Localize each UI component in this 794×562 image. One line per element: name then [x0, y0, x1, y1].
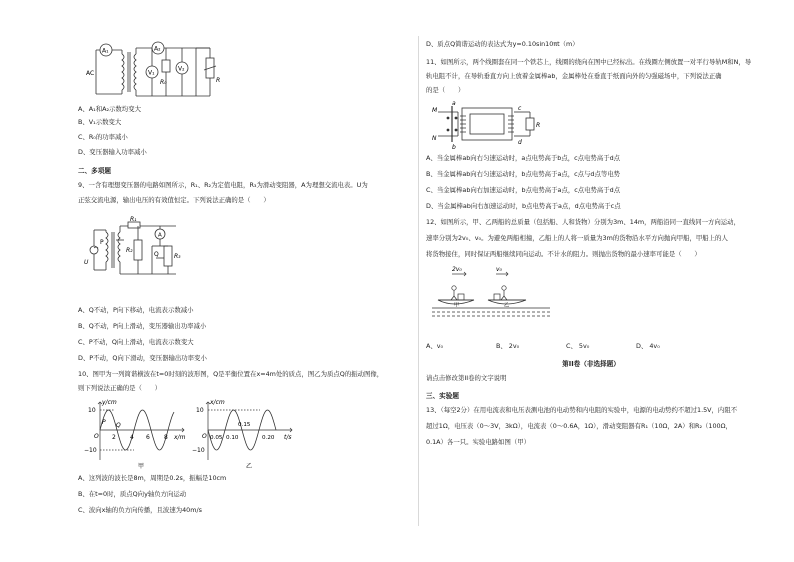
q9-circuit-figure	[84, 216, 188, 282]
t-axis-label: t/s	[284, 434, 292, 441]
q12-option-a[interactable]: A、v₀	[426, 342, 444, 350]
rod-end-b-label: b	[452, 144, 456, 151]
q8-option-d[interactable]: D、变压器输入功率减小	[78, 148, 147, 156]
source-u-label: U	[84, 259, 89, 266]
r2-label: R₂	[126, 247, 133, 254]
section-3-title: 三、实验题	[426, 392, 459, 400]
q9-option-b[interactable]: B、Q不动，P向上滑动，变压器输出功率减小	[78, 322, 207, 330]
x-tick-2: 2	[112, 434, 116, 441]
q9-option-c[interactable]: C、P不动，Q向上滑动，电流表示数变大	[78, 338, 194, 346]
q8-option-b[interactable]: B、V₁示数变大	[78, 118, 122, 126]
q10-stem-line1: 10、图甲为一列简谐横波在t=0时刻的波形图，Q是平衡位置在x=4m处的质点，图乙为质点Q的振动图像，	[78, 370, 384, 378]
voltmeter-v2-label: V₂	[178, 65, 185, 73]
q9-stem-line2: 正弦交流电源，输出电压的有效值恒定。下列说法正确的是（ ）	[78, 196, 270, 204]
transformer-circuit-figure	[86, 38, 226, 106]
ammeter-a1-label: A₁	[102, 47, 109, 55]
boat-b-label: 乙	[504, 302, 510, 309]
left-column	[78, 0, 408, 562]
y-max-label: 10	[196, 407, 204, 414]
origin-label: O	[94, 433, 99, 440]
ammeter-a2-label: A₂	[154, 45, 161, 53]
section-2-title: 二、多项题	[78, 167, 111, 175]
x-axis-label: x/m	[174, 434, 186, 441]
part-2-title: 第II卷（非选择题）	[562, 360, 620, 368]
x-cm-axis-label: x/cm	[210, 399, 225, 406]
q9-option-a[interactable]: A、Q不动，P向下移动，电流表示数减小	[78, 306, 194, 314]
q8-option-a[interactable]: A、A₁和A₂示数均变大	[78, 105, 141, 113]
q12-option-c[interactable]: C、 5v₀	[566, 342, 590, 350]
q12-stem-line3: 将货物接住，同时保证两船继续同向运动。不计水的阻力。则抛出货物的最小速率可能是（ ）	[426, 250, 701, 258]
graph-caption-jia: 甲	[138, 463, 145, 470]
terminal-c-label: c	[518, 105, 522, 112]
velocity-b-label: v₀	[496, 266, 502, 273]
x-tick-4: 4	[130, 434, 134, 441]
r1-label: R₁	[130, 216, 137, 223]
q10-option-c[interactable]: C、波向x轴的负方向传播，且波速为40m/s	[78, 506, 202, 514]
rail-n-label: N	[432, 135, 437, 142]
slider-p-label: P	[100, 239, 104, 246]
q11-option-a[interactable]: A、当金属棒ab向右匀速运动时，a点电势高于b点，c点电势高于d点	[426, 154, 621, 162]
r3-label: R₃	[174, 253, 181, 260]
q11-stem-line3: 的是（ ）	[426, 86, 465, 94]
part-2-instruction: 请点击修改第II卷的文字说明	[426, 374, 507, 382]
ac-source-label: AC	[86, 70, 95, 77]
y-max-label: 10	[88, 407, 96, 414]
r0-label: R₀	[160, 79, 167, 86]
resistor-r-label: R	[536, 122, 541, 129]
voltmeter-v1-label: V₁	[148, 69, 155, 77]
velocity-a-label: 2v₀	[452, 266, 462, 273]
slider-q-label: Q	[154, 251, 159, 258]
q13-stem-line2: 超过1Ω，电压表（0～3V，3kΩ），电流表（0～0.6A，1Ω），滑动变阻器有R₁（10Ω，2A）和R₂（100Ω，	[426, 422, 732, 430]
boat-a-label: 甲	[454, 302, 460, 309]
y-min-label: −10	[84, 447, 97, 454]
q11-stem-line2: 轨电阻不计，在导轨垂直方向上放着金属棒ab，金属棒处在垂直于纸面向外的匀强磁场中，下列说法正确	[426, 72, 722, 80]
q12-stem-line2: 速率分别为2v₀、v₀。为避免两船相撞，乙船上的人将一质量为3m的货物沿水平方向抛向甲船，甲船上的人	[426, 234, 728, 242]
x-tick-8: 8	[164, 434, 168, 441]
q8-option-c[interactable]: C、R₀的功率减小	[78, 133, 128, 141]
terminal-d-label: d	[518, 139, 522, 146]
q12-stem-line1: 12、如图所示，甲、乙两船的总质量（包括船、人和货物）分别为3m、14m，两船沿同一直线同一方向运动，	[426, 218, 740, 226]
q9-option-d[interactable]: D、P不动，Q向下滑动，变压器输出功率变小	[78, 354, 207, 362]
y-min-label: −10	[192, 447, 205, 454]
vibration-graph-yi	[192, 398, 296, 470]
q11-option-b[interactable]: B、当金属棒ab向右匀速运动时，b点电势高于a点，c点与d点等电势	[426, 170, 621, 178]
column-divider	[418, 36, 419, 526]
ammeter-label: A	[158, 232, 162, 239]
q11-option-c[interactable]: C、当金属棒ab向右加速运动时，b点电势高于a点，c点电势高于d点	[426, 186, 621, 194]
rod-end-a-label: a	[452, 100, 456, 107]
q13-stem-line1: 13、（每空2分）在用电流表和电压表测电池的电动势和内电阻的实验中，电源的电动势约不超过1.5V，内阻不	[426, 406, 738, 414]
q13-stem-line3: 0.1A）各一只。实验电路如图（甲）	[426, 438, 531, 446]
q12-option-d[interactable]: D、 4v₀	[636, 342, 660, 350]
q10-stem-line2: 则下列说法正确的是（ ）	[78, 384, 162, 392]
q10-option-d[interactable]: D、质点Q简谐运动的表达式为y=0.10sin10πt（m）	[426, 40, 579, 48]
t-tick-015: 0.15	[238, 422, 251, 428]
t-tick-005: 0.05	[210, 435, 223, 441]
q11-option-d[interactable]: D、当金属棒ab向右加速运动时，b点电势高于a点，d点电势高于c点	[426, 202, 621, 210]
t-tick-020: 0.20	[262, 435, 275, 441]
boats-figure	[432, 264, 552, 320]
origin-label: O	[202, 433, 207, 440]
right-column	[426, 0, 756, 562]
wave-graph-jia	[84, 398, 188, 470]
x-tick-6: 6	[146, 434, 150, 441]
q10-option-a[interactable]: A、这列波的波长是8m，周期是0.2s，振幅是10cm	[78, 474, 227, 482]
q10-option-b[interactable]: B、在t=0时，质点Q向y轴负方向运动	[78, 490, 187, 498]
rail-m-label: M	[432, 107, 438, 114]
graph-caption-yi: 乙	[246, 463, 253, 470]
y-axis-label: y/cm	[102, 399, 117, 406]
point-q-label: Q	[116, 422, 121, 429]
r-label: R	[216, 77, 221, 84]
q9-stem-line1: 9、一含有理想变压器的电路如图所示，R₁、R₂为定值电阻，R₃为滑动变阻器，A为理想交流电表。U为	[78, 181, 368, 189]
q11-stem-line1: 11、如图所示，两个线圈套在同一个铁芯上，线圈的绕向在图中已经标出。在线圈左侧放置一对平行导轨M和N，导	[426, 58, 752, 66]
t-tick-010: 0.10	[226, 435, 239, 441]
q12-option-b[interactable]: B、 2v₀	[496, 342, 520, 350]
point-p-label: P	[102, 419, 106, 426]
coil-rails-figure	[432, 100, 552, 150]
